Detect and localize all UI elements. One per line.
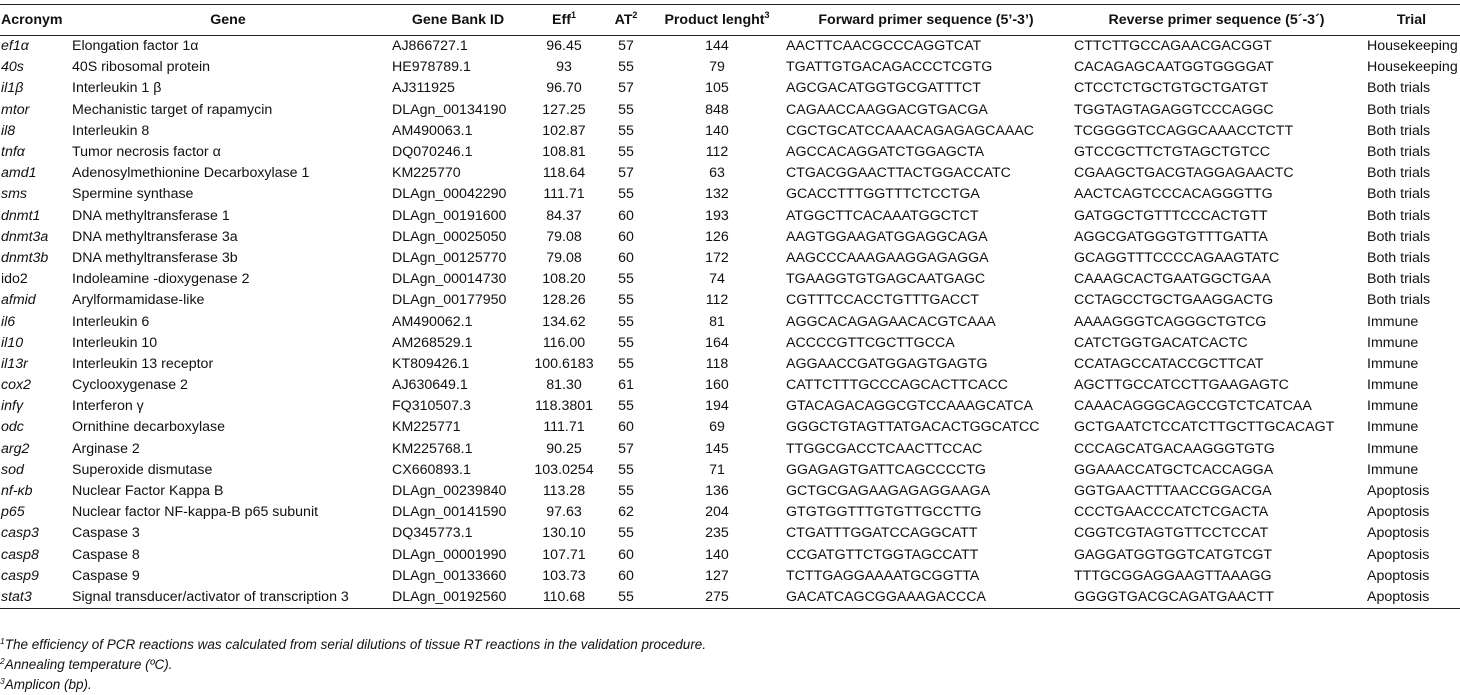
table-row	[0, 290, 1460, 311]
trial-cell: Both trials	[1367, 122, 1431, 139]
gene-bank-id-cell: KT809426.1	[392, 355, 470, 372]
gene-cell: Indoleamine -dioxygenase 2	[72, 271, 250, 288]
product-length-cell: 112	[705, 292, 729, 309]
acronym-cell: ef1α	[1, 38, 29, 55]
annealing-temperature-cell: 57	[618, 165, 634, 182]
efficiency-cell: 79.08	[546, 228, 582, 245]
annealing-temperature-cell: 55	[618, 144, 634, 161]
efficiency-cell: 97.63	[546, 504, 582, 521]
acronym-cell: il10	[1, 334, 24, 351]
table-row	[0, 57, 1460, 78]
gene-bank-id-cell: DLAgn_00191600	[392, 207, 507, 224]
gene-bank-id-cell: DLAgn_00125770	[392, 249, 507, 266]
gene-bank-id-cell: DLAgn_00239840	[392, 483, 507, 500]
gene-bank-id-cell: DLAgn_00133660	[392, 567, 507, 584]
efficiency-cell: 84.37	[546, 207, 582, 224]
efficiency-cell: 110.68	[528, 587, 600, 609]
annealing-temperature-cell: 62	[618, 504, 634, 521]
efficiency-cell: 102.87	[542, 122, 586, 139]
product-length-cell: 144	[705, 38, 729, 55]
trial-cell: Both trials	[1367, 249, 1431, 266]
forward-primer-cell: TGATTGTGACAGACCCTCGTG	[786, 59, 993, 76]
acronym-cell: p65	[1, 504, 25, 521]
reverse-primer-cell: CAAACAGGGCAGCCGTCTCATCAA	[1074, 398, 1312, 415]
product-length-cell: 193	[705, 207, 729, 224]
forward-primer-cell: AGGCACAGAGAACACGTCAAA	[786, 313, 996, 330]
efficiency-cell: 96.70	[546, 80, 582, 97]
efficiency-cell: 90.25	[546, 440, 582, 457]
efficiency-cell: 118.64	[542, 165, 586, 182]
gene-bank-id-cell: KM225768.1	[392, 440, 473, 457]
trial-cell: Both trials	[1367, 186, 1431, 203]
acronym-cell: casp8	[1, 546, 39, 563]
trial-cell: Housekeeping	[1367, 59, 1458, 76]
table-row	[0, 460, 1460, 481]
acronym-cell: il1β	[1, 80, 24, 97]
product-length-cell: 145	[705, 440, 729, 457]
reverse-primer-cell: CACAGAGCAATGGTGGGGAT	[1074, 59, 1274, 76]
trial-cell: Immune	[1367, 355, 1419, 372]
reverse-primer-cell: TTTGCGGAGGAAGTTAAAGG	[1074, 567, 1272, 584]
acronym-cell: nf-κb	[1, 483, 33, 500]
trial-cell: Apoptosis	[1367, 504, 1430, 521]
table-row	[0, 417, 1460, 438]
gene-cell: Ornithine decarboxylase	[72, 419, 225, 436]
forward-primer-cell: CAGAACCAAGGACGTGACGA	[786, 101, 988, 118]
gene-cell: Nuclear factor NF-kappa-B p65 subunit	[72, 504, 319, 521]
gene-bank-id-cell: HE978789.1	[392, 59, 471, 76]
gene-cell: Interferon γ	[72, 398, 144, 415]
efficiency-cell: 113.28	[542, 483, 586, 500]
acronym-cell: dnmt3b	[1, 249, 49, 266]
product-length-cell: 74	[709, 271, 725, 288]
gene-cell: Elongation factor 1α	[72, 38, 199, 55]
product-length-cell: 132	[705, 186, 729, 203]
table-row	[0, 78, 1460, 99]
gene-cell: Caspase 9	[72, 567, 140, 584]
efficiency-cell: 130.10	[542, 525, 586, 542]
gene-cell: DNA methyltransferase 1	[72, 207, 230, 224]
table-row	[0, 439, 1460, 460]
reverse-primer-cell: TGGTAGTAGAGGTCCCAGGC	[1074, 101, 1274, 118]
table-row	[0, 587, 1460, 609]
acronym-cell: il13r	[1, 355, 28, 372]
reverse-primer-cell: CTTCTTGCCAGAACGACGGT	[1074, 38, 1272, 55]
acronym-cell: il8	[1, 122, 16, 139]
header-forward-primer: Forward primer sequence (5’-3’)	[782, 5, 1070, 36]
gene-cell: Interleukin 8	[72, 122, 150, 139]
forward-primer-cell: GTGTGGTTTGTGTTGCCTTG	[786, 504, 982, 521]
trial-cell: Both trials	[1367, 292, 1431, 309]
table-row	[0, 502, 1460, 523]
forward-primer-cell: AAGCCCAAAGAAGGAGAGGA	[786, 249, 989, 266]
gene-cell: Superoxide dismutase	[72, 461, 213, 478]
reverse-primer-cell: GCAGGTTTCCCCAGAAGTATC	[1074, 249, 1280, 266]
trial-cell: Immune	[1367, 419, 1419, 436]
header-product-length: Product lenght$^3$	[652, 5, 782, 36]
efficiency-cell: 103.0254	[534, 461, 594, 478]
trial-cell: Both trials	[1367, 207, 1431, 224]
forward-primer-cell: AACTTCAACGCCCAGGTCAT	[786, 38, 982, 55]
product-length-cell: 105	[705, 80, 729, 97]
product-length-cell: 235	[705, 525, 729, 542]
table-row	[0, 142, 1460, 163]
efficiency-cell: 100.6183	[534, 355, 594, 372]
gene-cell: Nuclear Factor Kappa B	[72, 483, 224, 500]
forward-primer-cell: AGGAACCGATGGAGTGAGTG	[786, 355, 988, 372]
annealing-temperature-cell: 55	[618, 313, 634, 330]
annealing-temperature-cell: 55	[618, 122, 634, 139]
product-length-cell: 126	[705, 228, 729, 245]
header-gene: Gene	[68, 5, 388, 36]
gene-bank-id-cell: DLAgn_00192560	[388, 587, 528, 609]
reverse-primer-cell: CCCTGAACCCATCTCGACTA	[1074, 504, 1269, 521]
reverse-primer-cell: GCTGAATCTCCATCTTGCTTGCACAGT	[1074, 419, 1335, 436]
annealing-temperature-cell: 55	[600, 587, 652, 609]
efficiency-cell: 107.71	[542, 546, 586, 563]
gene-bank-id-cell: DLAgn_00025050	[392, 228, 507, 245]
header-efficiency: Eff$^1$	[528, 5, 600, 36]
footnote-3: $^3$Amplicon (bp).	[0, 676, 92, 692]
annealing-temperature-cell: 55	[618, 271, 634, 288]
reverse-primer-cell: AACTCAGTCCCACAGGGTTG	[1074, 186, 1273, 203]
forward-primer-cell: CATTCTTTGCCCAGCACTTCACC	[786, 377, 1008, 394]
gene-bank-id-cell: DLAgn_00014730	[392, 271, 507, 288]
reverse-primer-cell: CCCAGCATGACAAGGGTGTG	[1074, 440, 1275, 457]
forward-primer-cell: ATGGCTTCACAAATGGCTCT	[786, 207, 979, 224]
annealing-temperature-cell: 55	[618, 101, 634, 118]
trial-cell: Apoptosis	[1367, 567, 1430, 584]
header-annealing-temperature: $AT^2$	[600, 5, 652, 36]
gene-cell: Interleukin 10	[72, 334, 158, 351]
product-length-cell: 848	[705, 101, 729, 118]
trial-cell: Both trials	[1367, 165, 1431, 182]
table-row	[0, 248, 1460, 269]
gene-cell: DNA methyltransferase 3b	[72, 249, 238, 266]
product-length-cell: 172	[705, 249, 729, 266]
annealing-temperature-cell: 60	[618, 419, 634, 436]
product-length-cell: 164	[705, 334, 729, 351]
reverse-primer-cell: TCGGGGTCCAGGCAAACCTCTT	[1074, 122, 1294, 139]
trial-cell: Immune	[1367, 313, 1419, 330]
efficiency-cell: 81.30	[546, 377, 582, 394]
reverse-primer-cell: CTCCTCTGCTGTGCTGATGT	[1074, 80, 1269, 97]
gene-bank-id-cell: DQ070246.1	[392, 144, 473, 161]
table-row	[0, 545, 1460, 566]
product-length-cell: 69	[709, 419, 725, 436]
annealing-temperature-cell: 55	[618, 525, 634, 542]
product-length-cell: 194	[705, 398, 729, 415]
annealing-temperature-cell: 55	[618, 355, 634, 372]
forward-primer-cell: GACATCAGCGGAAAGACCCA	[782, 587, 1070, 609]
efficiency-cell: 96.45	[546, 38, 582, 55]
primer-table	[0, 4, 1460, 609]
gene-bank-id-cell: DLAgn_00042290	[392, 186, 507, 203]
header-gene-bank-id: Gene Bank ID	[388, 5, 528, 36]
table-row	[0, 311, 1460, 332]
efficiency-cell: 93	[556, 59, 572, 76]
table-row	[0, 36, 1460, 58]
acronym-cell: ido2	[1, 271, 28, 288]
header-acronym: Acronym	[0, 5, 68, 36]
forward-primer-cell: CTGACGGAACTTACTGGACCATC	[786, 165, 1011, 182]
annealing-temperature-cell: 60	[618, 567, 634, 584]
table-row	[0, 375, 1460, 396]
reverse-primer-cell: GATGGCTGTTTCCCACTGTT	[1074, 207, 1268, 224]
gene-bank-id-cell: AM490062.1	[392, 313, 473, 330]
acronym-cell: tnfα	[1, 144, 25, 161]
table-row	[0, 481, 1460, 502]
forward-primer-cell: AAGTGGAAGATGGAGGCAGA	[786, 228, 988, 245]
gene-cell: Interleukin 1 β	[72, 80, 162, 97]
trial-cell: Both trials	[1367, 144, 1431, 161]
efficiency-cell: 116.00	[542, 334, 586, 351]
gene-bank-id-cell: DLAgn_00177950	[392, 292, 507, 309]
acronym-cell: il6	[1, 313, 16, 330]
trial-cell: Apoptosis	[1367, 525, 1430, 542]
product-length-cell: 160	[705, 377, 729, 394]
annealing-temperature-cell: 57	[618, 80, 634, 97]
efficiency-cell: 128.26	[542, 292, 586, 309]
table-row	[0, 566, 1460, 587]
trial-cell: Both trials	[1367, 228, 1431, 245]
reverse-primer-cell: CCTAGCCTGCTGAAGGACTG	[1074, 292, 1274, 309]
efficiency-cell: 108.20	[542, 271, 586, 288]
product-length-cell: 71	[709, 461, 725, 478]
table-row	[0, 206, 1460, 227]
forward-primer-cell: CCGATGTTCTGGTAGCCATT	[786, 546, 979, 563]
forward-primer-cell: GGAGAGTGATTCAGCCCCTG	[786, 461, 986, 478]
reverse-primer-cell: CCATAGCCATACCGCTTCAT	[1074, 355, 1264, 372]
gene-bank-id-cell: AM490063.1	[392, 122, 473, 139]
acronym-cell: dnmt1	[1, 207, 41, 224]
reverse-primer-cell: GTCCGCTTCTGTAGCTGTCC	[1074, 144, 1270, 161]
annealing-temperature-cell: 55	[618, 483, 634, 500]
footnote-2: $^2$Annealing temperature (ºC).	[0, 656, 173, 672]
gene-bank-id-cell: KM225771	[392, 419, 461, 436]
gene-bank-id-cell: AJ866727.1	[392, 38, 468, 55]
acronym-cell: 40s	[1, 59, 24, 76]
gene-bank-id-cell: FQ310507.3	[392, 398, 471, 415]
forward-primer-cell: GTACAGACAGGCGTCCAAAGCATCA	[786, 398, 1033, 415]
annealing-temperature-cell: 55	[618, 398, 634, 415]
trial-cell: Apoptosis	[1367, 546, 1430, 563]
acronym-cell: amd1	[1, 165, 37, 182]
reverse-primer-cell: GGAAACCATGCTCACCAGGA	[1074, 461, 1274, 478]
header-reverse-primer: Reverse primer sequence (5´-3´)	[1070, 5, 1363, 36]
header-product-footnote-mark: 3	[764, 10, 770, 20]
gene-bank-id-cell: DQ345773.1	[392, 525, 473, 542]
header-at-footnote-mark: 2	[632, 10, 638, 20]
table-row	[0, 333, 1460, 354]
gene-cell: Caspase 3	[72, 525, 140, 542]
acronym-cell: arg2	[1, 440, 30, 457]
table-row	[0, 227, 1460, 248]
gene-bank-id-cell: AJ311925	[392, 80, 455, 97]
gene-cell: Cyclooxygenase 2	[72, 377, 188, 394]
acronym-cell: mtor	[1, 101, 30, 118]
reverse-primer-cell: GAGGATGGTGGTCATGTCGT	[1074, 546, 1273, 563]
acronym-cell: odc	[1, 419, 24, 436]
product-length-cell: 118	[705, 355, 729, 372]
forward-primer-cell: GCTGCGAGAAGAGAGGAAGA	[786, 483, 991, 500]
gene-cell: Arylformamidase-like	[72, 292, 205, 309]
reverse-primer-cell: CATCTGGTGACATCACTC	[1074, 334, 1248, 351]
efficiency-cell: 103.73	[542, 567, 586, 584]
gene-bank-id-cell: AJ630649.1	[392, 377, 468, 394]
trial-cell: Immune	[1367, 461, 1419, 478]
efficiency-cell: 134.62	[542, 313, 586, 330]
product-length-cell: 140	[705, 122, 729, 139]
table-row	[0, 354, 1460, 375]
gene-bank-id-cell: DLAgn_00001990	[392, 546, 507, 563]
gene-bank-id-cell: DLAgn_00141590	[392, 504, 507, 521]
table-row	[0, 163, 1460, 184]
reverse-primer-cell: AGCTTGCCATCCTTGAAGAGTC	[1074, 377, 1289, 394]
reverse-primer-cell: GGGGTGACGCAGATGAACTT	[1070, 587, 1363, 609]
annealing-temperature-cell: 61	[618, 377, 634, 394]
product-length-cell: 140	[705, 546, 729, 563]
forward-primer-cell: TGAAGGTGTGAGCAATGAGC	[786, 271, 986, 288]
gene-bank-id-cell: KM225770	[392, 165, 461, 182]
forward-primer-cell: GCACCTTTGGTTTCTCCTGA	[786, 186, 980, 203]
trial-cell: Both trials	[1367, 271, 1431, 288]
trial-cell: Immune	[1367, 334, 1419, 351]
acronym-cell: stat3	[0, 587, 68, 609]
acronym-cell: afmid	[1, 292, 36, 309]
forward-primer-cell: CGCTGCATCCAAACAGAGAGCAAAC	[786, 122, 1035, 139]
table-row	[0, 100, 1460, 121]
gene-bank-id-cell: AM268529.1	[392, 334, 473, 351]
annealing-temperature-cell: 57	[618, 440, 634, 457]
trial-cell: Immune	[1367, 440, 1419, 457]
forward-primer-cell: AGCGACATGGTGCGATTTCT	[786, 80, 981, 97]
product-length-cell: 63	[709, 165, 725, 182]
table-row	[0, 523, 1460, 544]
acronym-cell: casp3	[1, 525, 39, 542]
forward-primer-cell: CTGATTTGGATCCAGGCATT	[786, 525, 978, 542]
acronym-cell: sod	[1, 461, 24, 478]
product-length-cell: 79	[709, 59, 725, 76]
trial-cell: Both trials	[1367, 101, 1431, 118]
gene-cell: Adenosylmethionine Decarboxylase 1	[72, 165, 310, 182]
gene-cell: Spermine synthase	[72, 186, 194, 203]
footnote-1: $^1$The efficiency of PCR reactions was calculated from serial dilutions of tissue RT reactions in the validation procedure.	[0, 636, 707, 652]
annealing-temperature-cell: 55	[618, 461, 634, 478]
gene-bank-id-cell: CX660893.1	[392, 461, 471, 478]
trial-cell: Apoptosis	[1363, 587, 1460, 609]
gene-cell: 40S ribosomal protein	[72, 59, 211, 76]
table-row	[0, 184, 1460, 205]
acronym-cell: infγ	[1, 398, 24, 415]
table-row	[0, 269, 1460, 290]
annealing-temperature-cell: 57	[618, 38, 634, 55]
reverse-primer-cell: CGAAGCTGACGTAGGAGAACTC	[1074, 165, 1294, 182]
gene-cell: Arginase 2	[72, 440, 140, 457]
gene-cell: Mechanistic target of rapamycin	[72, 101, 273, 118]
efficiency-cell: 127.25	[542, 101, 586, 118]
annealing-temperature-cell: 60	[618, 207, 634, 224]
trial-cell: Immune	[1367, 398, 1419, 415]
gene-cell: Interleukin 13 receptor	[72, 355, 214, 372]
gene-cell: Interleukin 6	[72, 313, 150, 330]
gene-cell: Signal transducer/activator of transcription 3	[68, 587, 388, 609]
footnotes	[0, 635, 706, 695]
header-trial: Trial	[1363, 5, 1460, 36]
reverse-primer-cell: CGGTCGTAGTGTTCCTCCAT	[1074, 525, 1269, 542]
product-length-cell: 127	[705, 567, 729, 584]
annealing-temperature-cell: 55	[618, 186, 634, 203]
gene-cell: DNA methyltransferase 3a	[72, 228, 238, 245]
efficiency-cell: 108.81	[542, 144, 586, 161]
acronym-cell: sms	[1, 186, 28, 203]
efficiency-cell: 79.08	[546, 249, 582, 266]
table-body	[0, 36, 1460, 609]
forward-primer-cell: AGCCACAGGATCTGGAGCTA	[786, 144, 985, 161]
annealing-temperature-cell: 60	[618, 546, 634, 563]
header-efficiency-footnote-mark: 1	[570, 10, 576, 20]
forward-primer-cell: GGGCTGTAGTTATGACACTGGCATCC	[786, 419, 1040, 436]
efficiency-cell: 118.3801	[534, 398, 594, 415]
trial-cell: Immune	[1367, 377, 1419, 394]
annealing-temperature-cell: 55	[618, 292, 634, 309]
product-length-cell: 136	[705, 483, 729, 500]
product-length-cell: 112	[705, 144, 729, 161]
trial-cell: Both trials	[1367, 80, 1431, 97]
acronym-cell: casp9	[1, 567, 39, 584]
efficiency-cell: 111.71	[543, 186, 585, 203]
gene-cell: Tumor necrosis factor α	[72, 144, 221, 161]
annealing-temperature-cell: 55	[618, 59, 634, 76]
forward-primer-cell: TTGGCGACCTCAACTTCCAC	[786, 440, 983, 457]
table-row	[0, 121, 1460, 142]
gene-bank-id-cell: DLAgn_00134190	[392, 101, 507, 118]
gene-cell: Caspase 8	[72, 546, 140, 563]
trial-cell: Housekeeping	[1367, 38, 1458, 55]
trial-cell: Apoptosis	[1367, 483, 1430, 500]
table-row	[0, 396, 1460, 417]
product-length-cell: 204	[705, 504, 729, 521]
product-length-cell: 275	[652, 587, 782, 609]
forward-primer-cell: CGTTTCCACCTGTTTGACCT	[786, 292, 980, 309]
reverse-primer-cell: AAAAGGGTCAGGGCTGTCG	[1074, 313, 1267, 330]
reverse-primer-cell: GGTGAACTTTAACCGGACGA	[1074, 483, 1272, 500]
reverse-primer-cell: CAAAGCACTGAATGGCTGAA	[1074, 271, 1271, 288]
acronym-cell: cox2	[1, 377, 31, 394]
reverse-primer-cell: AGGCGATGGGTGTTTGATTA	[1074, 228, 1268, 245]
annealing-temperature-cell: 60	[618, 249, 634, 266]
product-length-cell: 81	[709, 313, 725, 330]
acronym-cell: dnmt3a	[1, 228, 49, 245]
forward-primer-cell: TCTTGAGGAAAATGCGGTTA	[786, 567, 980, 584]
header-row	[0, 5, 1460, 36]
annealing-temperature-cell: 60	[618, 228, 634, 245]
forward-primer-cell: ACCCCGTTCGCTTGCCA	[786, 334, 955, 351]
efficiency-cell: 111.71	[543, 419, 585, 436]
annealing-temperature-cell: 55	[618, 334, 634, 351]
